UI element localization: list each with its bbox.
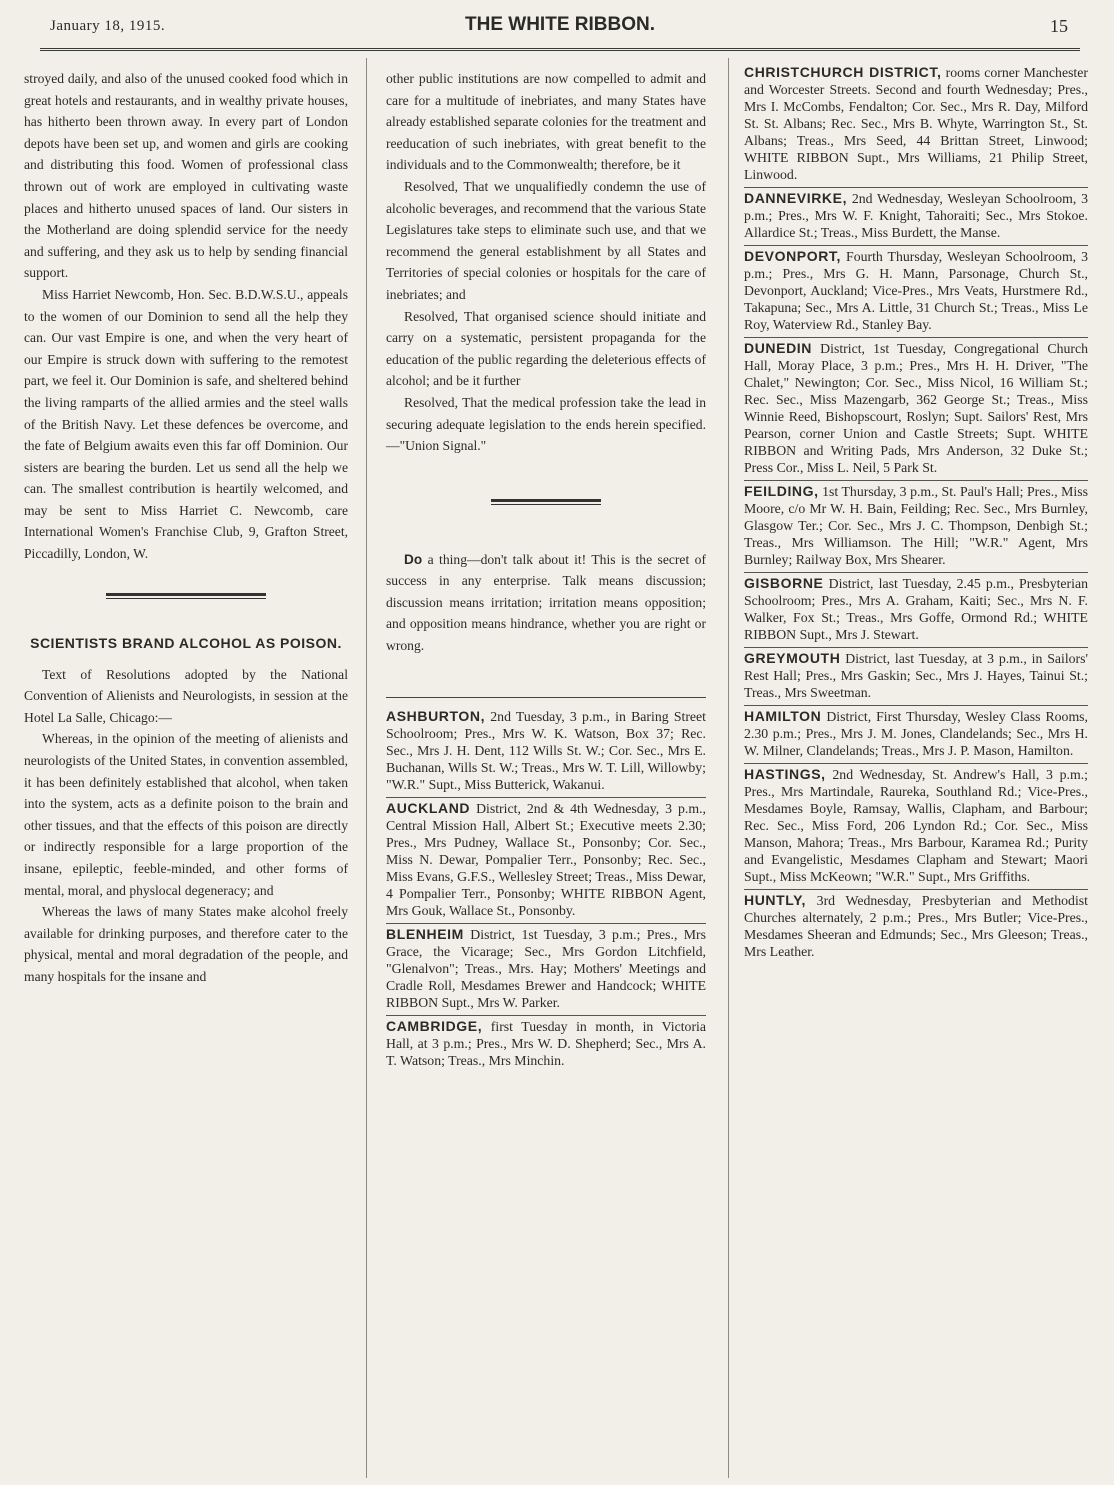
- page-number: 15: [1050, 16, 1068, 36]
- do-paragraph: [386, 549, 706, 657]
- entry-text: 3rd Wednesday, Presbyterian and Methodist Churches alternately, 2 p.m.; Pres., Mrs Butler; Vice-Pres., Mesdames Sheeran and Edmunds; Sec., Mrs Gleeson; Treas., Mrs Leather.: [744, 893, 1088, 959]
- article-paragraph: Miss Harriet Newcomb, Hon. Sec. B.D.W.S.U., appeals to the women of our Dominion to send all the help they can. Our vast Empire is one, and when the very heart of our Empire is struck down with suffering to the remotest part, we feel it. Our Dominion is safe, and sheltered behind the living ramparts of the allied armies and the steel walls of the British Navy. Let these defences be overcome, and the fate of Belgium awaits even this far off Dominion. Our sisters are bearing the burden. Let us send all the help we can. The smallest contribution is heartily welcomed, and may be sent to Miss Harriet C. Newcomb, care International Women's Franchise Club, 9, Grafton Street, Piccadilly, London, W.: [24, 286, 348, 562]
- article-paragraph: stroyed daily, and also of the unused cooked food which in great hotels and restaurants, and in wealthy private houses, has hitherto been thrown away. In every part of London depots have been set up, and women and girls are cooking and distributing this food. Women of professional class thrown out of work are employed in cultivating waste places and hitherto unused spaces of land. Our sisters in the Motherland are doing splendid service for the needy and suffering, and they ask us to help by sending financial support.: [24, 71, 348, 281]
- entry-name: HUNTLY,: [744, 892, 807, 908]
- article-paragraph: Whereas, in the opinion of the meeting of alienists and neurologists of the United States, in convention assembled, it has been definitely established that alcohol, when taken into the system, acts as a definite poison to the brain and other tissues, and that the effects of this poison are directly or indirectly responsible for a large proportion of the insane, epileptic, feeble-minded, and other forms of mental, moral, and physlocal degeneracy; and: [24, 731, 348, 898]
- directory-entry-blenheim: [386, 924, 706, 1016]
- article-paragraph: Resolved, That the medical profession take the lead in securing adequate legislation to the ends herein specified.—"Union Signal.": [386, 394, 706, 454]
- directory-entry-auckland: [386, 798, 706, 924]
- article-paragraph: Resolved, That we unqualifiedly condemn the use of alcoholic beverages, and recommend that the various State Legislatures take steps to eliminate such use, and that we recommend the general establishment by all States and Territories of special colonies or hospitals for the care of inebriates; and: [386, 178, 706, 302]
- entry-name: DEVONPORT,: [744, 248, 842, 264]
- entry-name: CAMBRIDGE,: [386, 1017, 483, 1034]
- column-3-directory: [744, 62, 1088, 964]
- entry-text: District, 2nd & 4th Wednesday, 3 p.m., Central Mission Hall, Albert St.; Executive meets 2.30; Pres., Mrs Pudney, Wallace St., Ponsonby; Cor. Sec., Miss N. Dewar, Pompalier Terr., Ponsonby; Rec. Sec., Miss Evans, G.F.S., Wellesley Street; Treas., Miss Dewar, 4 Pompalier Terr., Ponsonby; WHITE RIBBON Agent, Mrs Gouk, Wallace St., Ponsonby.: [386, 800, 706, 918]
- column-1: [24, 68, 348, 988]
- newspaper-title: THE WHITE RIBBON.: [465, 14, 655, 35]
- entry-name: FEILDING,: [744, 483, 819, 499]
- directory-entry-devonport: [744, 246, 1088, 338]
- entry-name: DANNEVIRKE,: [744, 190, 848, 206]
- entry-name: CHRISTCHURCH DISTRICT,: [744, 64, 942, 80]
- entry-text: District, 1st Tuesday, 3 p.m.; Pres., Mrs Grace, the Vicarage; Sec., Mrs Gordon Litchfield, "Glenalvon"; Treas., Mrs. Hay; Mothers' Meetings and Cradle Roll, Mesdames Brewer and Handcock; WHITE RIBBON Supt., Mrs W. Parker.: [386, 926, 707, 1010]
- entry-name: GISBORNE: [744, 575, 824, 591]
- column-2: [386, 68, 706, 1073]
- column-divider-2: [728, 58, 729, 1478]
- section-separator: [491, 499, 601, 505]
- entry-text: 2nd Wednesday, St. Andrew's Hall, 3 p.m.; Pres., Mrs Martindale, Raureka, Southland Rd.; Vice-Pres., Mesdames Boyle, Ramsay, Wallis, Clapham, and Barbour; Rec. Sec., Miss Ford, 206 Lyndon Rd.; Cor. Sec., Miss Manson, Mahora; Treas., Mrs Barbour, Karamea Rd.; Purity and Evangelistic, Mesdames Clapham and Stewart; Maori Supt., Miss McKeown; "W.R." Supt., Mrs Griffiths.: [744, 767, 1089, 884]
- directory-entry-ashburton: [386, 706, 706, 798]
- page-header: [40, 12, 1080, 44]
- article-heading: SCIENTISTS BRAND ALCOHOL AS POISON.: [30, 634, 342, 651]
- directory-entry-huntly: [744, 890, 1088, 964]
- directory-entry-hamilton: [744, 706, 1088, 764]
- entry-text: 2nd Wednesday, Wesleyan Schoolroom, 3 p.m.; Pres., Mrs W. F. Knight, Tahoraiti; Sec., Mrs Stokoe. Allardice St.; Treas., Miss Burdett, the Manse.: [744, 191, 1089, 240]
- entry-name: AUCKLAND: [386, 799, 471, 816]
- column-divider-1: [366, 58, 367, 1478]
- header-date: January 18, 1915.: [50, 18, 166, 34]
- directory-entry-christchurch: [744, 62, 1088, 188]
- entry-text: Fourth Thursday, Wesleyan Schoolroom, 3 p.m.; Pres., Mrs G. H. Mann, Parsonage, Church St., Devonport, Auckland; Vice-Pres., Mrs Veats, Hurstmere Rd., Takapuna; Sec., Mrs A. Little, 31 Church St.; Treas., Miss Le Roy, Waterview Rd., Stanley Bay.: [744, 249, 1089, 332]
- article-paragraph: Whereas the laws of many States make alcohol freely available for drinking purposes, and therefore cater to the physical, mental and moral degradation of the people, and many hospitals for the insane and: [24, 904, 348, 984]
- entry-text: 2nd Tuesday, 3 p.m., in Baring Street Schoolroom; Pres., Mrs W. K. Watson, Box 37; Rec. Sec., Mrs J. H. Dent, 112 Wills St. W.; Cor. Sec., Mrs E. Buchanan, Wills St. W.; Treas., Mrs W. T. Lill, Willowby; "W.R." Supt., Miss Butterick, Wakanui.: [386, 708, 707, 792]
- entry-name: DUNEDIN: [744, 340, 812, 356]
- article-paragraph: Resolved, That organised science should initiate and carry on a systematic, persistent propaganda for the education of the public regarding the deleterious effects of alcohol; and be it further: [386, 308, 706, 389]
- header-rule: [40, 48, 1080, 51]
- entry-text: District, last Tuesday, at 3 p.m., in Sailors' Rest Hall; Pres., Mrs Gaskin; Sec., Mrs J. Hayes, Tainui St.; Treas., Mrs Sweetman.: [744, 651, 1089, 700]
- directory-entry-hastings: [744, 764, 1088, 890]
- directory-entry-gisborne: [744, 573, 1088, 648]
- entry-name: GREYMOUTH: [744, 650, 841, 666]
- entry-text: first Tuesday in month, in Victoria Hall, at 3 p.m.; Pres., Mrs W. D. Shepherd; Sec., Mrs A. T. Watson; Treas., Mrs Minchin.: [386, 1018, 706, 1068]
- entry-text: rooms corner Manchester and Worcester Streets. Second and fourth Wednesday; Pres., Mrs I. McCombs, Fendalton; Cor. Sec., Mrs R. Day, Milford St. St. Albans; Rec. Sec., Mrs B. Whyte, Warrington St., St. Albans; Treas., Mrs Seed, 44 Brittan Street, Linwood; WHITE RIBBON Supt., Mrs Williams, 21 Philip Street, Linwood.: [744, 65, 1088, 182]
- entry-name: HAMILTON: [744, 708, 822, 724]
- do-text: a thing—don't talk about it! This is the secret of success in any enterprise. Talk means discussion; discussion means irritation; irritation means opposition; and opposition means hindrance, whether you are right or wrong.: [386, 551, 706, 654]
- section-separator: [106, 593, 266, 599]
- entry-name: ASHBURTON,: [386, 707, 486, 724]
- entry-text: District, First Thursday, Wesley Class Rooms, 2.30 p.m.; Pres., Mrs J. M. Jones, Clandelands; Sec., Mrs H. W. Milner, Clandelands; Treas., Mrs J. P. Mason, Hamilton.: [744, 709, 1088, 758]
- directory-entry-dannevirke: [744, 188, 1088, 246]
- entry-name: HASTINGS,: [744, 766, 826, 782]
- entry-text: 1st Thursday, 3 p.m., St. Paul's Hall; Pres., Miss Moore, c/o Mr W. H. Bain, Feilding; Rec. Sec., Mrs Burnley, Glasgow Ter.; Cor. Sec., Mrs J. C. Thompson, Denbigh St.; Treas., Mrs Williamson. The Hill; "W.R." Agent, Mrs Burnley; Railway Box, Mrs Shearer.: [744, 484, 1088, 567]
- directory-entry-dunedin: [744, 338, 1088, 481]
- article-paragraph: other public institutions are now compelled to admit and care for a multitude of inebriates, and many States have already established separate colonies for the treatment and reeducation of such inebriates, with great benefit to the individuals and to the Commonwealth; therefore, be it: [386, 71, 706, 173]
- do-word: Do: [404, 551, 423, 567]
- directory-list: [386, 706, 706, 1073]
- directory-entry-greymouth: [744, 648, 1088, 706]
- entry-name: BLENHEIM: [386, 925, 464, 942]
- entry-text: District, 1st Tuesday, Congregational Church Hall, Moray Place, 3 p.m.; Pres., Mrs H. H. Driver, "The Chalet," Newington; Cor. Sec., Miss Nicol, 16 William St.; Rec. Sec., Miss Mazengarb, 362 George St.; Treas., Miss Winnie Reed, Bishopscourt, Roslyn; Supt. Sailors' Rest, Mrs Pearson, corner Union and Castle Streets; Supt. WHITE RIBBON and Writing Pads, Mrs Anderson, 32 Duke St.; Press Cor., Miss L. Neil, 5 Park St.: [744, 341, 1088, 475]
- article-paragraph: Text of Resolutions adopted by the National Convention of Alienists and Neurologists, in session at the Hotel La Salle, Chicago:—: [24, 666, 348, 725]
- directory-rule: [386, 697, 706, 698]
- entry-text: District, last Tuesday, 2.45 p.m., Presbyterian Schoolroom; Pres., Mrs A. Graham, Kaiti; Sec., Mrs N. F. Walker, Fox St.; Treas., Mrs Goffe, Ormond Rd.; WHITE RIBBON Supt., Mrs J. Stewart.: [744, 576, 1089, 642]
- directory-entry-cambridge: [386, 1016, 706, 1073]
- directory-entry-feilding: [744, 481, 1088, 573]
